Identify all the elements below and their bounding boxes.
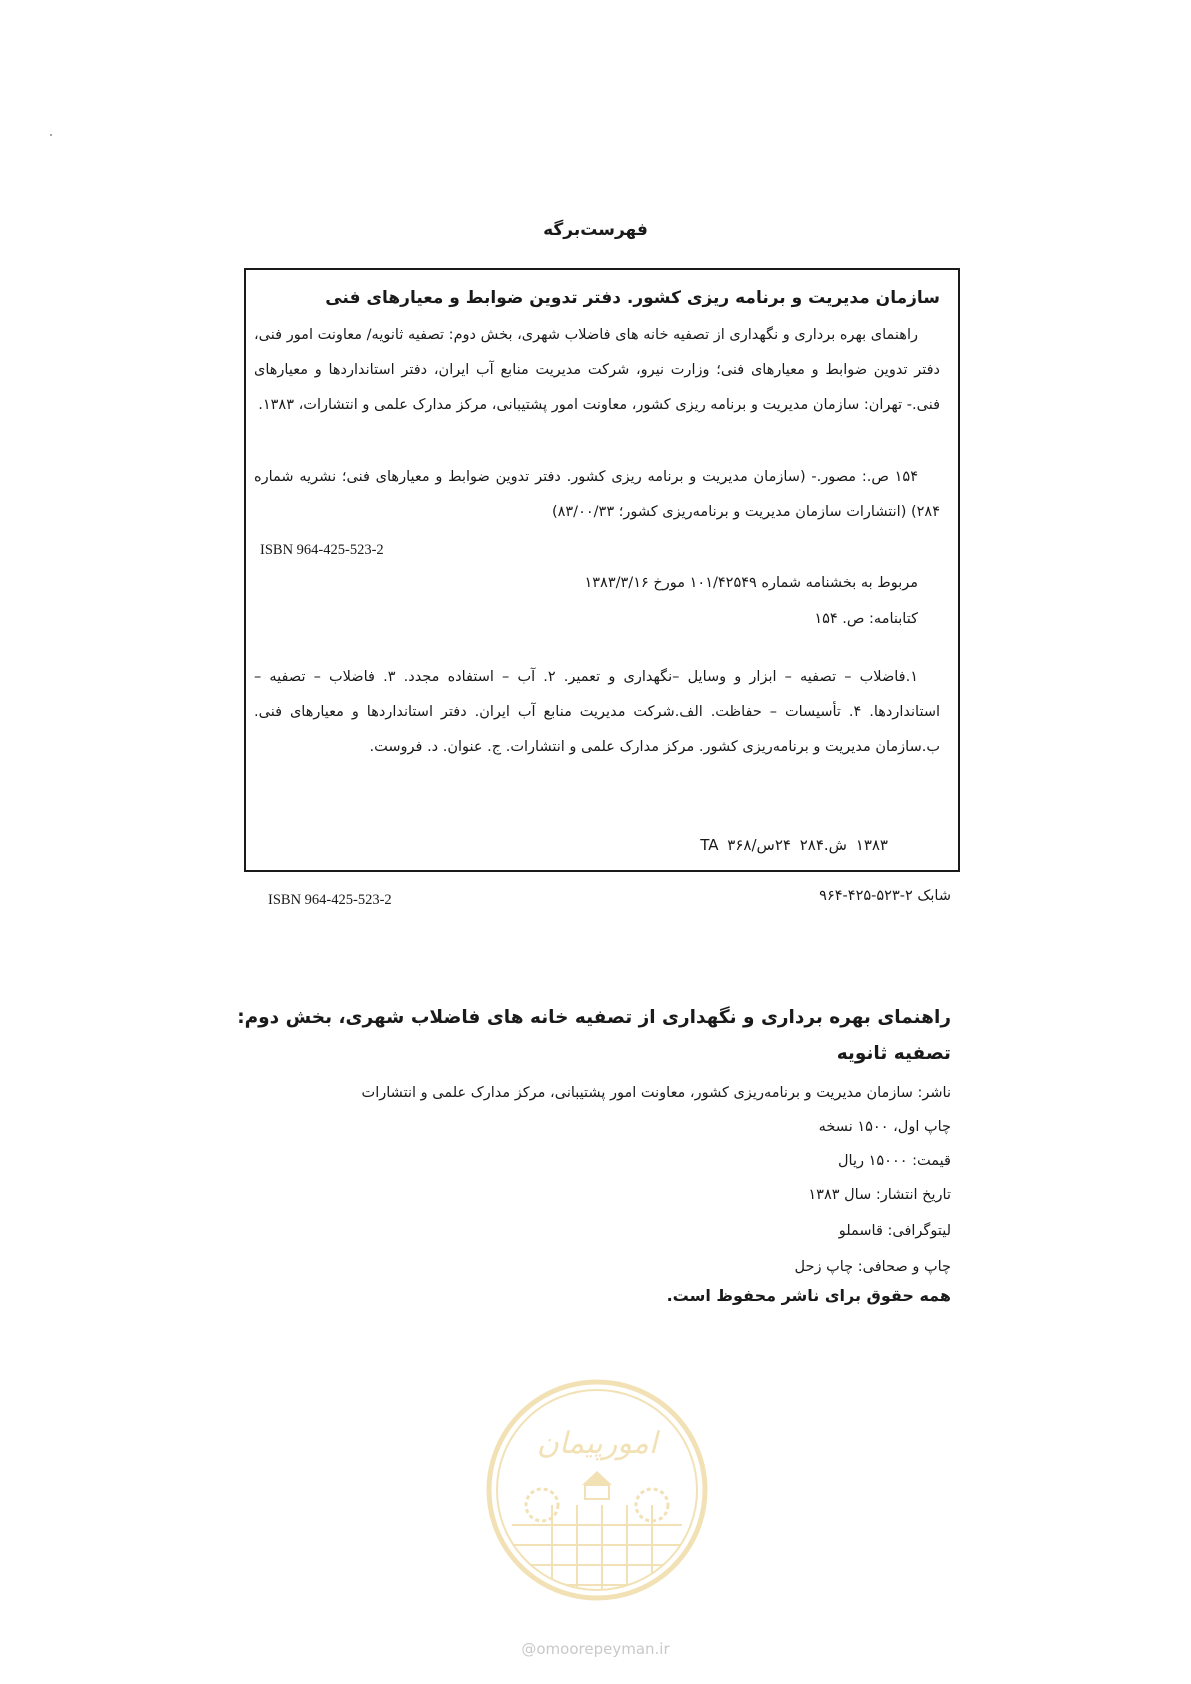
catalog-note-bibliography: کتابنامه: ص. ۱۵۴	[814, 611, 918, 627]
price-line: قیمت: ۱۵۰۰۰ ریال	[838, 1153, 951, 1169]
catalog-subjects: ۱.فاضلاب – تصفیه – ابزار و وسایل –نگهداری و تعمیر. ۲. آب – استفاده مجدد. ۳. فاضلاب – تصفیه – استانداردها. ۴. تأسیسات – حفاظت. الف.شرکت مدیریت منابع آب ایران. دفتر استانداردها و معیارهای فنی. ب.سازمان مدیریت و برنامه‌ریزی کشور. مرکز مدارک علمی و انتشارات. ج. عنوان. د. فروست.	[254, 669, 941, 755]
isbn-persian: شابک ۲-۵۲۳-۴۲۵-۹۶۴	[819, 888, 951, 904]
catalog-title-statement: راهنمای بهره برداری و نگهداری از تصفیه خانه های فاضلاب شهری، بخش دوم: تصفیه ثانویه/ معاونت امور فنی، دفتر تدوین ضوابط و معیارهای فنی؛ وزارت نیرو، شرکت مدیریت منابع آب ایران، دفتر استانداردها و معیارهای فنی.- تهران: سازمان مدیریت و برنامه ریزی کشور، معاونت امور پشتیبانی، مرکز مدارک علمی و انتشارات، ۱۳۸۳.	[254, 327, 940, 413]
catalog-classification: ۱۳۸۳ ش.۲۸۴ ۲۴س/۳۶۸ TA	[700, 836, 888, 854]
catalog-series-statement: ۱۵۴ ص.: مصور.- (سازمان مدیریت و برنامه ریزی کشور. دفتر تدوین ضوابط و معیارهای فنی؛ نشریه شماره ۲۸۴) (انتشارات سازمان مدیریت و برنامه‌ریزی کشور؛ ۸۳/۰۰/۳۳)	[254, 469, 940, 520]
page-title: فهرست‌برگه	[543, 220, 648, 240]
book-title: راهنمای بهره برداری و نگهداری از تصفیه خانه های فاضلاب شهری، بخش دوم: تصفیه ثانویه	[237, 1007, 951, 1064]
svg-text:امورپیمان: امورپیمان	[536, 1426, 658, 1461]
isbn-latin: ISBN 964-425-523-2	[268, 892, 392, 908]
catalog-note-circular: مربوط به بخشنامه شماره ۱۰۱/۴۲۵۴۹ مورخ ۱۳۸۳/۳/۱۶	[584, 575, 918, 591]
catalog-isbn: ISBN 964-425-523-2	[260, 542, 384, 558]
publication-date-line: تاریخ انتشار: سال ۱۳۸۳	[808, 1187, 951, 1203]
edition-line: چاپ اول، ۱۵۰۰ نسخه	[818, 1119, 951, 1135]
printing-line: چاپ و صحافی: چاپ زحل	[794, 1259, 951, 1275]
publisher-line: ناشر: سازمان مدیریت و برنامه‌ریزی کشور، معاونت امور پشتیبانی، مرکز مدارک علمی و انتشارات	[361, 1085, 951, 1101]
scan-speck	[50, 134, 52, 136]
watermark-seal-icon	[482, 1375, 712, 1605]
catalog-heading: سازمان مدیریت و برنامه ریزی کشور. دفتر تدوین ضوابط و معیارهای فنی	[325, 288, 940, 308]
watermark-website: @omoorepeyman.ir	[521, 1640, 670, 1658]
catalog-record-box	[244, 268, 960, 872]
copyright-notice: همه حقوق برای ناشر محفوظ است.	[666, 1286, 951, 1305]
lithography-line: لیتوگرافی: قاسملو	[838, 1223, 951, 1239]
